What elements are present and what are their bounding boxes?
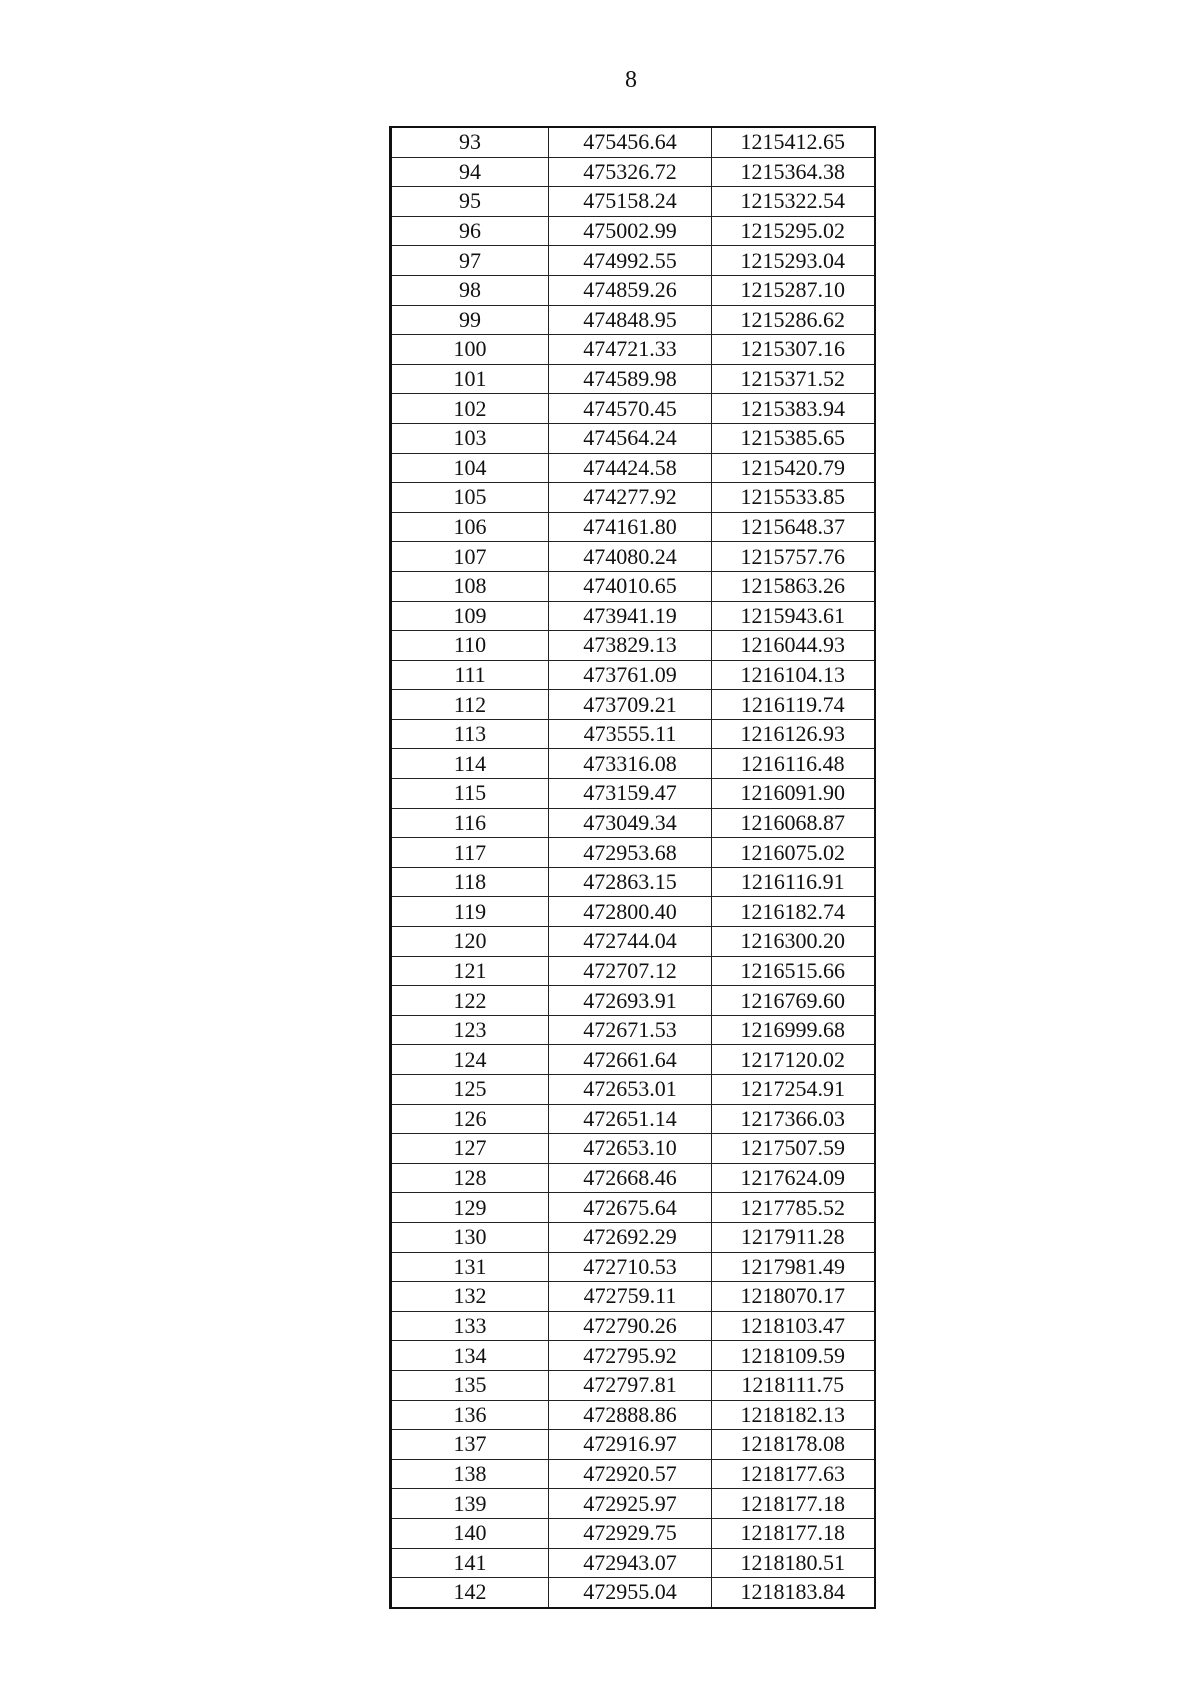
x-coordinate-cell: 472795.92	[549, 1341, 712, 1371]
point-number-cell: 136	[391, 1400, 549, 1430]
y-coordinate-cell: 1218070.17	[712, 1282, 875, 1312]
point-number-cell: 102	[391, 394, 549, 424]
point-number-cell: 98	[391, 275, 549, 305]
table-row	[391, 1370, 875, 1400]
y-coordinate-cell: 1216104.13	[712, 660, 875, 690]
table-row	[391, 1459, 875, 1489]
table-row	[391, 1282, 875, 1312]
point-number-cell: 110	[391, 631, 549, 661]
x-coordinate-cell: 474721.33	[549, 335, 712, 365]
point-number-cell: 137	[391, 1430, 549, 1460]
y-coordinate-cell: 1216182.74	[712, 897, 875, 927]
point-number-cell: 113	[391, 719, 549, 749]
point-number-cell: 106	[391, 512, 549, 542]
coordinate-table-body	[391, 127, 875, 1608]
y-coordinate-cell: 1215322.54	[712, 187, 875, 217]
x-coordinate-cell: 472943.07	[549, 1548, 712, 1578]
table-row	[391, 1341, 875, 1371]
point-number-cell: 117	[391, 838, 549, 868]
y-coordinate-cell: 1217254.91	[712, 1075, 875, 1105]
y-coordinate-cell: 1216119.74	[712, 690, 875, 720]
x-coordinate-cell: 474161.80	[549, 512, 712, 542]
table-row	[391, 631, 875, 661]
point-number-cell: 109	[391, 601, 549, 631]
point-number-cell: 140	[391, 1518, 549, 1548]
x-coordinate-cell: 472653.10	[549, 1134, 712, 1164]
point-number-cell: 94	[391, 157, 549, 187]
point-number-cell: 139	[391, 1489, 549, 1519]
point-number-cell: 135	[391, 1370, 549, 1400]
x-coordinate-cell: 472653.01	[549, 1075, 712, 1105]
table-row	[391, 1045, 875, 1075]
y-coordinate-cell: 1216116.48	[712, 749, 875, 779]
point-number-cell: 125	[391, 1075, 549, 1105]
y-coordinate-cell: 1215943.61	[712, 601, 875, 631]
y-coordinate-cell: 1215364.38	[712, 157, 875, 187]
y-coordinate-cell: 1216769.60	[712, 986, 875, 1016]
x-coordinate-cell: 472888.86	[549, 1400, 712, 1430]
point-number-cell: 134	[391, 1341, 549, 1371]
x-coordinate-cell: 474848.95	[549, 305, 712, 335]
table-row	[391, 1104, 875, 1134]
x-coordinate-cell: 472953.68	[549, 838, 712, 868]
x-coordinate-cell: 473555.11	[549, 719, 712, 749]
y-coordinate-cell: 1215286.62	[712, 305, 875, 335]
table-row	[391, 927, 875, 957]
point-number-cell: 124	[391, 1045, 549, 1075]
y-coordinate-cell: 1215293.04	[712, 246, 875, 276]
y-coordinate-cell: 1215533.85	[712, 483, 875, 513]
y-coordinate-cell: 1217911.28	[712, 1222, 875, 1252]
table-row	[391, 483, 875, 513]
x-coordinate-cell: 472925.97	[549, 1489, 712, 1519]
y-coordinate-cell: 1215757.76	[712, 542, 875, 572]
y-coordinate-cell: 1218178.08	[712, 1430, 875, 1460]
point-number-cell: 115	[391, 779, 549, 809]
x-coordinate-cell: 472693.91	[549, 986, 712, 1016]
table-row	[391, 571, 875, 601]
table-row	[391, 542, 875, 572]
y-coordinate-cell: 1216116.91	[712, 867, 875, 897]
x-coordinate-cell: 472797.81	[549, 1370, 712, 1400]
y-coordinate-cell: 1218177.63	[712, 1459, 875, 1489]
table-row	[391, 1518, 875, 1548]
table-row	[391, 749, 875, 779]
x-coordinate-cell: 474589.98	[549, 364, 712, 394]
table-row	[391, 1489, 875, 1519]
table-row	[391, 897, 875, 927]
y-coordinate-cell: 1216068.87	[712, 808, 875, 838]
x-coordinate-cell: 472671.53	[549, 1015, 712, 1045]
y-coordinate-cell: 1218177.18	[712, 1518, 875, 1548]
x-coordinate-cell: 475002.99	[549, 216, 712, 246]
y-coordinate-cell: 1218103.47	[712, 1311, 875, 1341]
point-number-cell: 121	[391, 956, 549, 986]
x-coordinate-cell: 472675.64	[549, 1193, 712, 1223]
point-number-cell: 127	[391, 1134, 549, 1164]
x-coordinate-cell: 472661.64	[549, 1045, 712, 1075]
y-coordinate-cell: 1217624.09	[712, 1163, 875, 1193]
point-number-cell: 120	[391, 927, 549, 957]
table-row	[391, 157, 875, 187]
x-coordinate-cell: 474277.92	[549, 483, 712, 513]
y-coordinate-cell: 1217120.02	[712, 1045, 875, 1075]
table-row	[391, 1222, 875, 1252]
table-row	[391, 335, 875, 365]
point-number-cell: 138	[391, 1459, 549, 1489]
point-number-cell: 111	[391, 660, 549, 690]
point-number-cell: 126	[391, 1104, 549, 1134]
table-row	[391, 1163, 875, 1193]
coordinate-table	[389, 126, 876, 1609]
y-coordinate-cell: 1218182.13	[712, 1400, 875, 1430]
x-coordinate-cell: 472929.75	[549, 1518, 712, 1548]
table-row	[391, 1400, 875, 1430]
x-coordinate-cell: 474564.24	[549, 423, 712, 453]
point-number-cell: 108	[391, 571, 549, 601]
table-row	[391, 867, 875, 897]
table-row	[391, 986, 875, 1016]
x-coordinate-cell: 473316.08	[549, 749, 712, 779]
point-number-cell: 99	[391, 305, 549, 335]
y-coordinate-cell: 1215295.02	[712, 216, 875, 246]
y-coordinate-cell: 1215385.65	[712, 423, 875, 453]
y-coordinate-cell: 1215863.26	[712, 571, 875, 601]
point-number-cell: 95	[391, 187, 549, 217]
table-row	[391, 1075, 875, 1105]
page-number: 8	[625, 67, 637, 93]
x-coordinate-cell: 473829.13	[549, 631, 712, 661]
x-coordinate-cell: 472759.11	[549, 1282, 712, 1312]
x-coordinate-cell: 474424.58	[549, 453, 712, 483]
table-row	[391, 1193, 875, 1223]
y-coordinate-cell: 1216075.02	[712, 838, 875, 868]
y-coordinate-cell: 1217366.03	[712, 1104, 875, 1134]
table-row	[391, 364, 875, 394]
table-row	[391, 394, 875, 424]
table-row	[391, 660, 875, 690]
table-row	[391, 601, 875, 631]
y-coordinate-cell: 1216126.93	[712, 719, 875, 749]
table-row	[391, 1311, 875, 1341]
table-row	[391, 246, 875, 276]
point-number-cell: 141	[391, 1548, 549, 1578]
point-number-cell: 101	[391, 364, 549, 394]
point-number-cell: 112	[391, 690, 549, 720]
y-coordinate-cell: 1217785.52	[712, 1193, 875, 1223]
x-coordinate-cell: 472692.29	[549, 1222, 712, 1252]
table-row	[391, 512, 875, 542]
point-number-cell: 128	[391, 1163, 549, 1193]
x-coordinate-cell: 474010.65	[549, 571, 712, 601]
y-coordinate-cell: 1215412.65	[712, 127, 875, 157]
table-row	[391, 956, 875, 986]
y-coordinate-cell: 1215287.10	[712, 275, 875, 305]
table-row	[391, 779, 875, 809]
y-coordinate-cell: 1216091.90	[712, 779, 875, 809]
point-number-cell: 130	[391, 1222, 549, 1252]
x-coordinate-cell: 472710.53	[549, 1252, 712, 1282]
point-number-cell: 123	[391, 1015, 549, 1045]
x-coordinate-cell: 472920.57	[549, 1459, 712, 1489]
x-coordinate-cell: 472651.14	[549, 1104, 712, 1134]
point-number-cell: 96	[391, 216, 549, 246]
table-row	[391, 275, 875, 305]
point-number-cell: 122	[391, 986, 549, 1016]
point-number-cell: 132	[391, 1282, 549, 1312]
table-row	[391, 423, 875, 453]
table-row	[391, 808, 875, 838]
point-number-cell: 107	[391, 542, 549, 572]
x-coordinate-cell: 473049.34	[549, 808, 712, 838]
x-coordinate-cell: 472863.15	[549, 867, 712, 897]
point-number-cell: 131	[391, 1252, 549, 1282]
y-coordinate-cell: 1217981.49	[712, 1252, 875, 1282]
table-row	[391, 305, 875, 335]
table-row	[391, 1134, 875, 1164]
x-coordinate-cell: 473941.19	[549, 601, 712, 631]
point-number-cell: 114	[391, 749, 549, 779]
y-coordinate-cell: 1215383.94	[712, 394, 875, 424]
x-coordinate-cell: 475326.72	[549, 157, 712, 187]
y-coordinate-cell: 1215307.16	[712, 335, 875, 365]
y-coordinate-cell: 1216515.66	[712, 956, 875, 986]
y-coordinate-cell: 1215371.52	[712, 364, 875, 394]
y-coordinate-cell: 1218183.84	[740, 1579, 845, 1605]
x-coordinate-cell: 472916.97	[549, 1430, 712, 1460]
table-row	[391, 187, 875, 217]
point-number-cell: 104	[391, 453, 549, 483]
x-coordinate-cell: 475158.24	[549, 187, 712, 217]
table-row	[391, 1430, 875, 1460]
point-number-cell: 129	[391, 1193, 549, 1223]
table-row	[391, 1015, 875, 1045]
table-row	[391, 127, 875, 157]
table-row	[391, 690, 875, 720]
table-row	[391, 1578, 875, 1608]
x-coordinate-cell: 474992.55	[549, 246, 712, 276]
table-row	[391, 453, 875, 483]
y-coordinate-cell: 1215420.79	[712, 453, 875, 483]
x-coordinate-cell: 472707.12	[549, 956, 712, 986]
y-coordinate-cell: 1218111.75	[712, 1370, 875, 1400]
y-coordinate-cell: 1215648.37	[712, 512, 875, 542]
point-number-cell: 103	[391, 423, 549, 453]
point-number-cell: 100	[391, 335, 549, 365]
x-coordinate-cell: 474570.45	[549, 394, 712, 424]
point-number-cell: 116	[391, 808, 549, 838]
x-coordinate-cell: 473159.47	[549, 779, 712, 809]
x-coordinate-cell: 475456.64	[549, 127, 712, 157]
point-number-cell: 118	[391, 867, 549, 897]
y-coordinate-cell: 1216044.93	[712, 631, 875, 661]
point-number-cell: 142	[391, 1578, 549, 1608]
y-coordinate-cell: 1216999.68	[712, 1015, 875, 1045]
point-number-cell: 97	[391, 246, 549, 276]
x-coordinate-cell: 472668.46	[549, 1163, 712, 1193]
x-coordinate-cell: 473761.09	[549, 660, 712, 690]
x-coordinate-cell: 474859.26	[549, 275, 712, 305]
y-coordinate-cell: 1216300.20	[712, 927, 875, 957]
point-number-cell: 133	[391, 1311, 549, 1341]
table-row	[391, 1252, 875, 1282]
point-number-cell: 119	[391, 897, 549, 927]
x-coordinate-cell: 472955.04	[549, 1578, 712, 1608]
y-coordinate-cell: 1217507.59	[712, 1134, 875, 1164]
table-row	[391, 216, 875, 246]
table-row	[391, 1548, 875, 1578]
x-coordinate-cell: 473709.21	[549, 690, 712, 720]
table-row	[391, 719, 875, 749]
x-coordinate-cell: 472790.26	[549, 1311, 712, 1341]
y-coordinate-cell: 1218180.51	[712, 1548, 875, 1578]
x-coordinate-cell: 474080.24	[549, 542, 712, 572]
point-number-cell: 93	[391, 127, 549, 157]
point-number-cell: 105	[391, 483, 549, 513]
y-coordinate-cell: 1218109.59	[712, 1341, 875, 1371]
x-coordinate-cell: 472744.04	[549, 927, 712, 957]
table-row	[391, 838, 875, 868]
y-coordinate-cell: 1218177.18	[712, 1489, 875, 1519]
x-coordinate-cell: 472800.40	[549, 897, 712, 927]
